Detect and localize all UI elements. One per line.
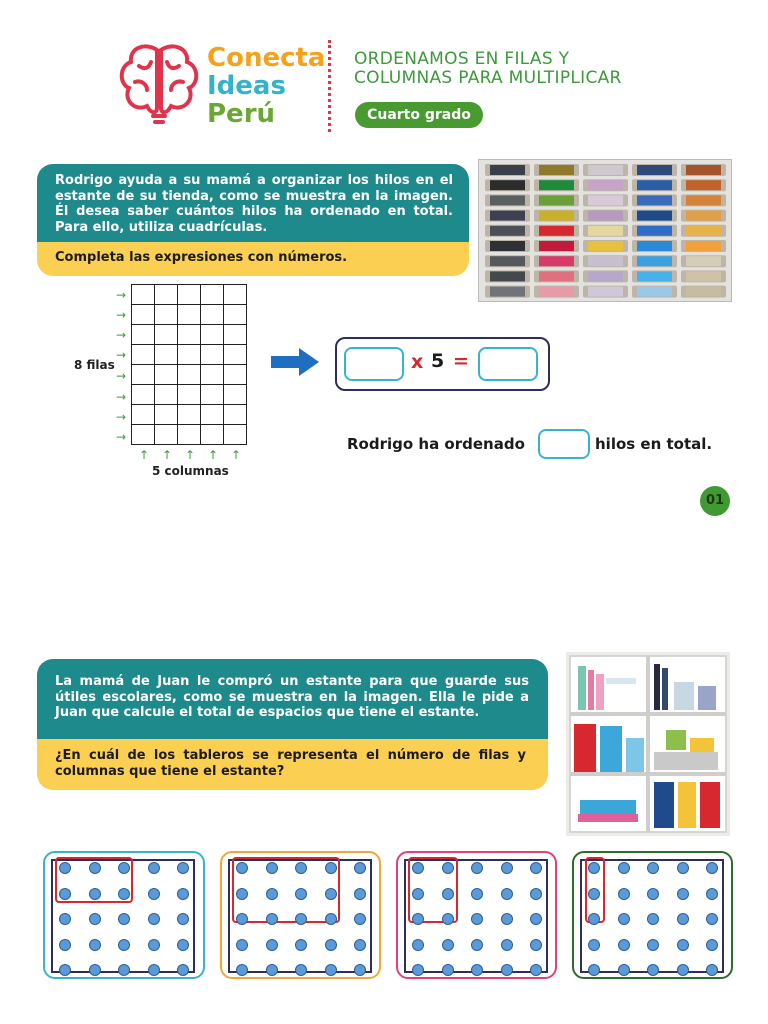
spool-thread (637, 256, 672, 266)
board-dot (501, 913, 513, 925)
spool-thread (588, 241, 623, 251)
board-dot (177, 862, 189, 874)
spool-thread (539, 287, 574, 297)
board-dot (442, 888, 454, 900)
board-dot (471, 913, 483, 925)
spool-thread (490, 180, 525, 190)
board-option-1[interactable] (43, 851, 205, 979)
spool-thread (637, 271, 672, 281)
spool-thread (637, 165, 672, 175)
header-divider (328, 40, 331, 132)
board-dot (412, 888, 424, 900)
logo-line1: Conecta (207, 43, 326, 73)
logo-line3: Perú (207, 99, 276, 129)
problem2-card (37, 659, 548, 790)
board-dot (266, 862, 278, 874)
board-dot (677, 888, 689, 900)
spool-thread (490, 195, 525, 205)
board-dot (89, 964, 101, 976)
board-dot (588, 964, 600, 976)
board-dot (59, 913, 71, 925)
board-dot (442, 862, 454, 874)
product-input[interactable] (478, 347, 538, 381)
board-dot (412, 862, 424, 874)
column-arrow-icon: ↑ (162, 448, 173, 462)
board-option-4[interactable] (572, 851, 733, 979)
board-dot (266, 888, 278, 900)
board-dot (530, 862, 542, 874)
problem2-text: La mamá de Juan le compró un estante para que guarde sus útiles escolares, como se muestra en la imagen. Ella le pide a Juan que calcule el total de espacios que tiene el estante. (37, 659, 548, 739)
row-arrow-icon: → (116, 410, 127, 424)
board-dot (471, 862, 483, 874)
column-arrow-icon: ↑ (139, 448, 150, 462)
spool-thread (490, 211, 525, 221)
board-option-3[interactable] (396, 851, 557, 979)
spool-thread (539, 211, 574, 221)
board-dot (118, 939, 130, 951)
board-dot (647, 939, 659, 951)
board-dot (354, 913, 366, 925)
factor-five: 5 (431, 350, 445, 372)
spool-thread (539, 271, 574, 281)
board-dot (148, 888, 160, 900)
spool-thread (686, 180, 721, 190)
board-dot (354, 964, 366, 976)
spool-thread (637, 287, 672, 297)
board-dot (706, 862, 718, 874)
spool-thread (686, 165, 721, 175)
board-dot (706, 888, 718, 900)
board-dot (442, 939, 454, 951)
board-dot (354, 888, 366, 900)
column-arrow-icon: ↑ (231, 448, 242, 462)
board-dot (412, 939, 424, 951)
board-dot (677, 862, 689, 874)
board-dot (148, 862, 160, 874)
grid-8x5 (131, 284, 247, 445)
board-dot (647, 964, 659, 976)
board-dot (677, 939, 689, 951)
board-dot (236, 939, 248, 951)
board-dot (295, 964, 307, 976)
board-dot (647, 862, 659, 874)
board-dot (442, 964, 454, 976)
row-arrow-icon: → (116, 348, 127, 362)
board-dot (530, 939, 542, 951)
spool-thread (490, 256, 525, 266)
spool-thread (588, 211, 623, 221)
board-dot (618, 939, 630, 951)
board-dot (236, 888, 248, 900)
board-dot (266, 913, 278, 925)
spool-thread (490, 241, 525, 251)
page-number: 01 (700, 486, 730, 516)
rows-label: 8 filas (74, 358, 115, 372)
spool-thread (490, 165, 525, 175)
spool-thread (686, 195, 721, 205)
spool-thread (686, 211, 721, 221)
column-arrow-icon: ↑ (208, 448, 219, 462)
board-dot (118, 964, 130, 976)
board-dot (325, 939, 337, 951)
board-dot (295, 913, 307, 925)
spool-thread (686, 226, 721, 236)
spool-thread (490, 226, 525, 236)
board-option-2[interactable] (220, 851, 381, 979)
spool-thread (539, 180, 574, 190)
board-dot (354, 939, 366, 951)
board-dot (236, 862, 248, 874)
board-dot (325, 964, 337, 976)
board-dot (177, 888, 189, 900)
board-dot (89, 888, 101, 900)
grade-badge: Cuarto grado (355, 102, 483, 128)
board-dot (530, 888, 542, 900)
spool-thread (539, 226, 574, 236)
spool-thread (686, 241, 721, 251)
spool-thread (686, 256, 721, 266)
spool-thread (588, 165, 623, 175)
board-dot (59, 888, 71, 900)
columns-label: 5 columnas (152, 464, 229, 478)
board-dot (471, 964, 483, 976)
spool-thread (588, 256, 623, 266)
board-dot (618, 913, 630, 925)
spool-thread (588, 195, 623, 205)
board-dot (177, 913, 189, 925)
board-dot (501, 888, 513, 900)
spool-thread (539, 165, 574, 175)
board-dot (118, 888, 130, 900)
spool-thread (490, 271, 525, 281)
board-dot (325, 888, 337, 900)
board-dot (647, 888, 659, 900)
board-dot (59, 862, 71, 874)
spool-thread (588, 271, 623, 281)
board-dot (89, 913, 101, 925)
equation-box (335, 337, 550, 391)
problem1-text: Rodrigo ayuda a su mamá a organizar los hilos en el estante de su tienda, como se muestra en la imagen. Él desea saber cuántos hilos ha ordenado en total. Para ello, utiliza cuadrículas. (37, 164, 469, 242)
column-arrow-icon: ↑ (185, 448, 196, 462)
board-dot (706, 913, 718, 925)
board-dot (442, 913, 454, 925)
problem1-card (37, 164, 469, 276)
board-dot (118, 913, 130, 925)
board-dot (618, 888, 630, 900)
board-dot (706, 939, 718, 951)
board-dot (588, 888, 600, 900)
right-arrow-icon (271, 348, 319, 380)
board-dot (530, 913, 542, 925)
board-dot (89, 939, 101, 951)
board-dot (706, 964, 718, 976)
row-arrow-icon: → (116, 308, 127, 322)
board-dot (501, 964, 513, 976)
board-dot (647, 913, 659, 925)
total-input[interactable] (538, 429, 590, 459)
board-dot (588, 862, 600, 874)
spool-thread (539, 195, 574, 205)
row-arrow-icon: → (116, 430, 127, 444)
board-dot (325, 913, 337, 925)
board-dot (677, 913, 689, 925)
board-dot (59, 964, 71, 976)
spool-thread (686, 287, 721, 297)
board-dot (618, 964, 630, 976)
equals-sign: = (453, 350, 469, 372)
board-dot (412, 964, 424, 976)
logo-line2: Ideas (207, 71, 286, 101)
board-dot (501, 939, 513, 951)
factor-input[interactable] (344, 347, 404, 381)
spool-thread (637, 195, 672, 205)
spool-thread (637, 226, 672, 236)
board-dot (471, 888, 483, 900)
board-dot (236, 913, 248, 925)
row-arrow-icon: → (116, 328, 127, 342)
board-dot (295, 888, 307, 900)
board-dot (295, 939, 307, 951)
spool-thread (637, 241, 672, 251)
spool-thread (637, 211, 672, 221)
board-dot (148, 913, 160, 925)
board-dot (412, 913, 424, 925)
board-dot (501, 862, 513, 874)
board-dot (325, 862, 337, 874)
row-arrow-icon: → (116, 369, 127, 383)
board-dot (148, 939, 160, 951)
selection-3x4 (232, 857, 340, 923)
board-dot (177, 964, 189, 976)
spool-thread (588, 180, 623, 190)
board-dot (295, 862, 307, 874)
problem2-question: ¿En cuál de los tableros se representa el número de filas y columnas que tiene el estante? (37, 739, 548, 790)
bookshelf-image (566, 652, 730, 836)
spool-thread (588, 226, 623, 236)
problem1-instruction: Completa las expresiones con números. (37, 242, 469, 276)
board-dot (618, 862, 630, 874)
spool-thread (490, 287, 525, 297)
board-dot (266, 939, 278, 951)
thread-spools-image (478, 159, 732, 302)
spool-thread (637, 180, 672, 190)
board-dot (588, 939, 600, 951)
board-dot (354, 862, 366, 874)
spool-thread (686, 271, 721, 281)
row-arrow-icon: → (116, 390, 127, 404)
board-dot (118, 862, 130, 874)
board-dot (471, 939, 483, 951)
row-arrow-icon: → (116, 288, 127, 302)
logo-icon (117, 40, 201, 130)
sentence-start: Rodrigo ha ordenado (347, 435, 525, 453)
board-dot (588, 913, 600, 925)
board-dot (59, 939, 71, 951)
spool-thread (539, 241, 574, 251)
board-dot (148, 964, 160, 976)
sentence-end: hilos en total. (595, 435, 713, 453)
board-dot (266, 964, 278, 976)
board-dot (530, 964, 542, 976)
times-sign: x (411, 351, 424, 373)
board-dot (677, 964, 689, 976)
board-dot (236, 964, 248, 976)
spool-thread (539, 256, 574, 266)
board-dot (177, 939, 189, 951)
spool-thread (588, 287, 623, 297)
board-dot (89, 862, 101, 874)
page-title: ORDENAMOS EN FILAS Y COLUMNAS PARA MULTIPLICAR (354, 49, 622, 88)
